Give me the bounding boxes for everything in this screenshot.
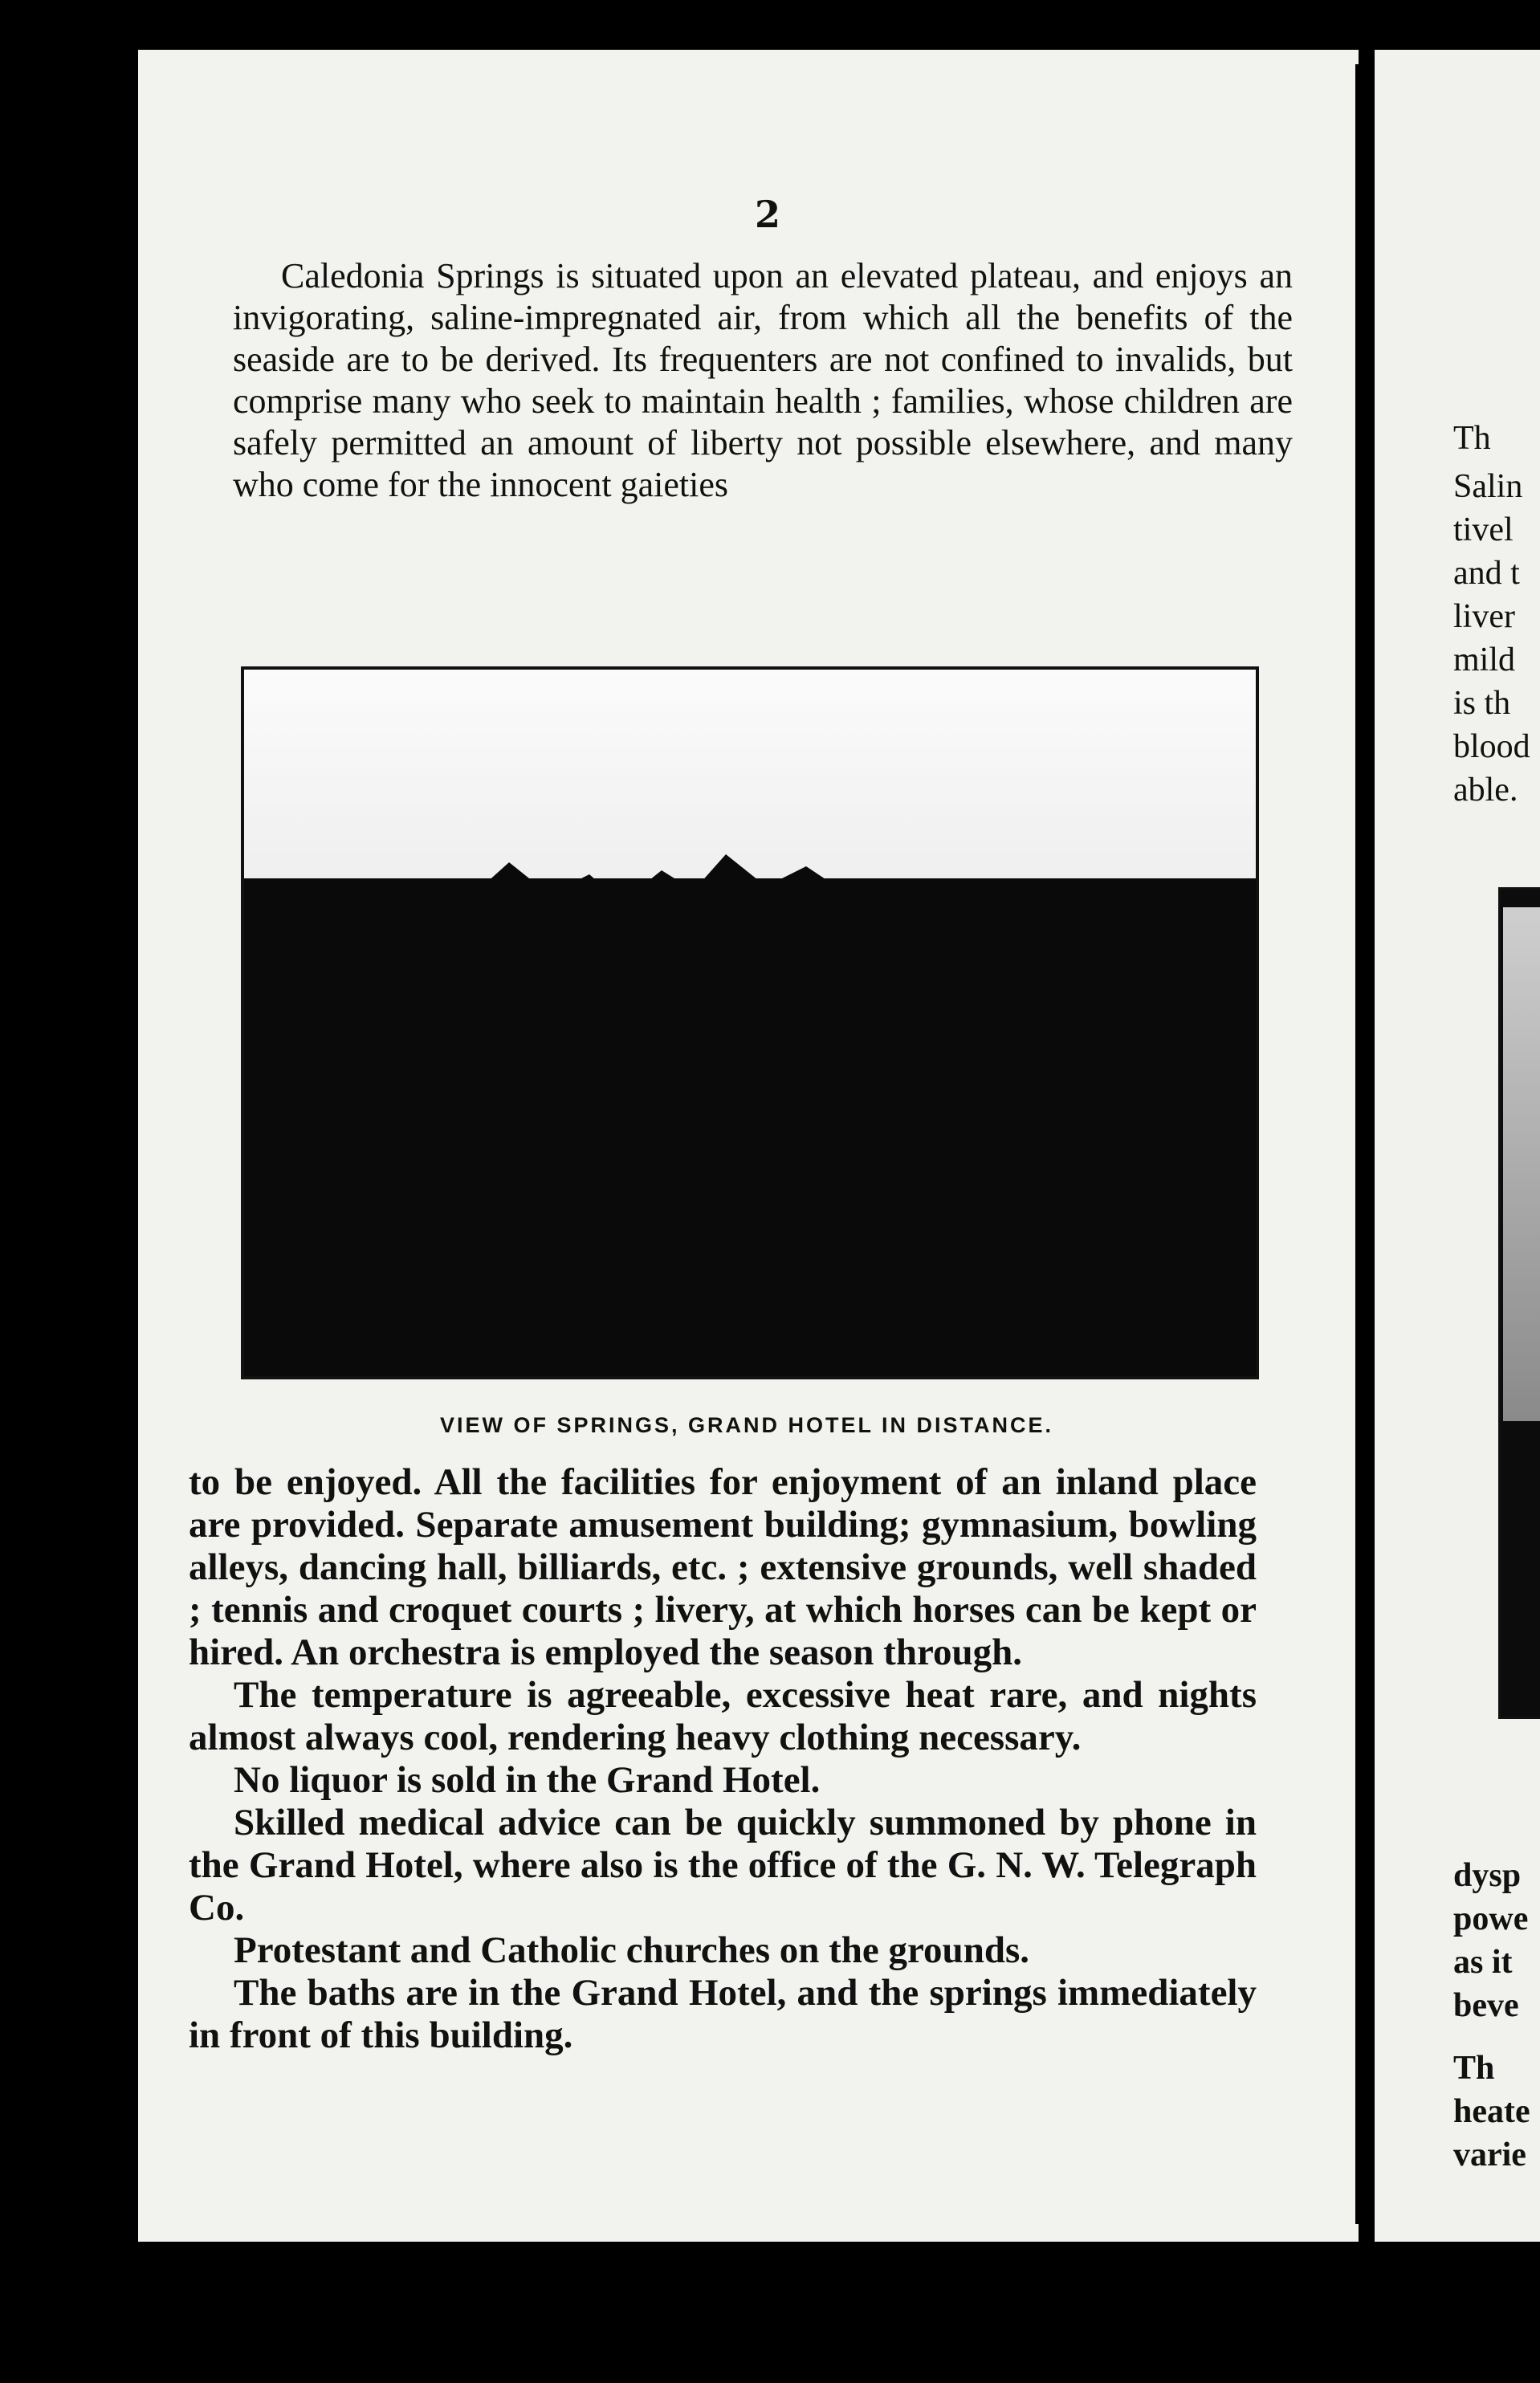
- right-fragment-line: Th: [1453, 420, 1491, 457]
- right-fragment-line: able.: [1453, 772, 1518, 809]
- right-fragment-line: as it: [1453, 1944, 1513, 1981]
- right-fragment-line: powe: [1453, 1900, 1529, 1937]
- right-fragment-line: heate: [1453, 2093, 1530, 2130]
- right-fragment-line: mild: [1453, 642, 1516, 678]
- page-gutter: [1355, 64, 1363, 2224]
- right-fragment-line: beve: [1453, 1987, 1519, 2024]
- photo-foreground: [244, 878, 1256, 1376]
- right-page-photo-highlight: [1503, 907, 1540, 1421]
- right-fragment-line: dysp: [1453, 1857, 1522, 1894]
- body-paragraph-3: No liquor is sold in the Grand Hotel.: [234, 1759, 821, 1801]
- right-fragment-line: blood: [1453, 728, 1530, 765]
- page-number: 2: [755, 193, 781, 236]
- right-fragment-line: Th: [1453, 2050, 1495, 2087]
- right-fragment-line: tivel: [1453, 511, 1514, 548]
- body-paragraph-1: to be enjoyed. All the facilities for enjoyment of an inland place are provided. Separate amusement building; gymnasium, bowling alleys, dancing hall, billiards, etc. ; extensive grounds, well shaded ; tennis and croquet courts ; livery, at which horses can be kept or hired. An orchestra is employed the season through.: [189, 1461, 1257, 1673]
- right-fragment-line: Salin: [1453, 468, 1523, 505]
- photo-caption: VIEW OF SPRINGS, GRAND HOTEL IN DISTANCE.: [439, 1413, 1054, 1437]
- right-fragment-line: is th: [1453, 685, 1511, 722]
- scan-border: [138, 2242, 1540, 2383]
- intro-paragraph-text: Caledonia Springs is situated upon an elevated plateau, and enjoys an invigorating, saline-impregnated air, from which all the benefits of the seaside are to be derived. Its frequenters are not confined to invalids, but comprise many who seek to maintain health ; families, whose children are safely permitted an amount of liberty not possible elsewhere, and many who come for the innocent gaieties: [233, 256, 1293, 504]
- body-paragraph-4: Skilled medical advice can be quickly summoned by phone in the Grand Hotel, where also is the office of the G. N. W. Telegraph Co.: [189, 1802, 1257, 1929]
- body-paragraph-6: The baths are in the Grand Hotel, and the springs immediately in front of this building.: [189, 1972, 1257, 2056]
- body-text: [189, 1461, 1257, 2057]
- right-fragment-line: varie: [1453, 2137, 1526, 2173]
- right-fragment-line: liver: [1453, 598, 1515, 635]
- body-paragraph-5: Protestant and Catholic churches on the grounds.: [234, 1929, 1030, 1971]
- right-fragment-line: and t: [1453, 555, 1520, 592]
- intro-paragraph: [233, 255, 1293, 506]
- springs-photo: [241, 666, 1259, 1379]
- body-paragraph-2: The temperature is agreeable, excessive heat rare, and nights almost always cool, rendering heavy clothing necessary.: [189, 1674, 1257, 1758]
